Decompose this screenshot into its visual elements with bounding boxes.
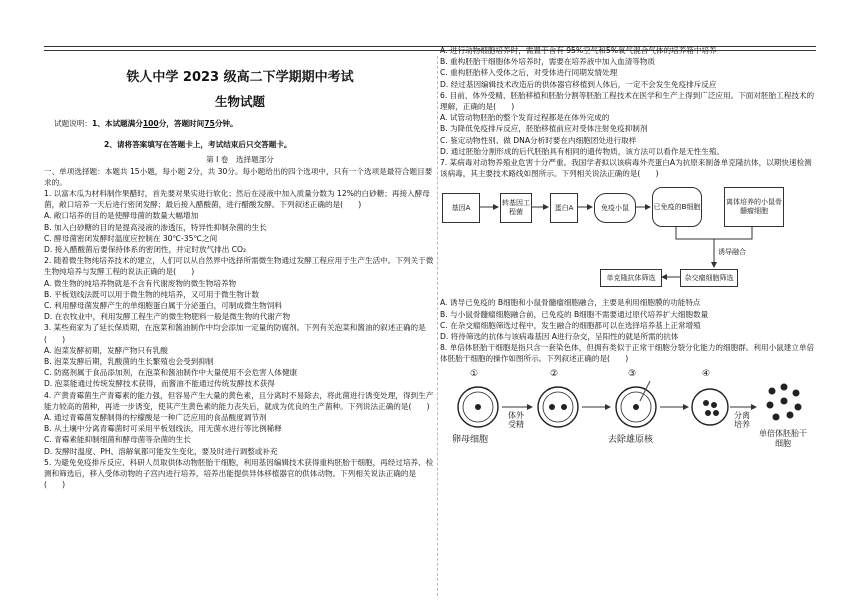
gene-a-box: 基因A	[442, 193, 480, 223]
option: C. 鉴定动物性别、做 DNA分析时要在内细胞团处进行取样	[440, 135, 637, 145]
step-2-label: ②	[550, 368, 559, 379]
remove-nucleus-label: 去除雄原核	[608, 434, 654, 445]
question-1	[44, 188, 436, 255]
hybridoma-screening-box: 杂交瘤细胞筛选	[680, 269, 738, 287]
protein-a-box: 蛋白A	[550, 193, 578, 223]
option: A. 诱导已免疫的 B细胞和小鼠骨髓瘤细胞融合，主要是利用细胞膜的功能特点	[440, 298, 701, 308]
haploid-stem-cell-diagram	[440, 367, 816, 459]
option: A. 通过青霉菌发酵制得的柠檬酸是一种广泛应用的食品酸度调节剂	[44, 413, 267, 423]
step-1-label: ①	[470, 368, 479, 379]
option: D. 在农牧业中，利用发酵工程生产的微生物肥料一般是微生物的代谢产物	[44, 312, 291, 322]
left-column	[44, 70, 436, 490]
note-time-label: 分，答题时间	[158, 119, 205, 128]
option: A. 进行动物细胞培养时，需置于含有 95%空气和5%氧气混合气体的培养箱中培养	[440, 46, 717, 55]
engineered-bacteria-box: 转基因工程菌	[500, 193, 532, 223]
note-score-label: 1、本试题满分	[91, 119, 143, 128]
option: D. 泡菜能通过传统发酵技术获得，而酱油不能通过传统发酵技术获得	[44, 379, 275, 389]
question-stem: 6. 目前，体外受精、胚胎移植和胚胎分割等胚胎工程技术在医学和生产上得到广泛应用。下面对胚胎工程技术的理解，正确的是( )	[440, 90, 815, 112]
question-5-start	[44, 457, 436, 490]
question-5-continued	[440, 45, 816, 90]
question-stem: 5. 为避免免疫排斥反应、科研人员取供体动物胚胎干细胞，利用基因编辑技术获得重构胚胎干细胞，再经过培养、检测和筛选后，移入受体动物的子宫内进行培养，培养出能提供异体移植器官的供体动物。下列相关说法正确的是( )	[44, 457, 434, 490]
option: B. 从土壤中分离青霉菌时可采用平板划线法，用无菌水进行等比例稀释	[44, 424, 282, 434]
option: C. 重构胚胎移入受体之后，对受体进行同期发情处理	[440, 68, 618, 78]
option: D. 接入醋酸菌后要保持体系的密闭性，并定时放气排出 CO₂	[44, 245, 247, 255]
option: D. 经过基因编辑技术改造后的供体器官移植到人体后，一定不会发生免疫排斥反应	[440, 79, 717, 89]
question-8	[440, 342, 816, 458]
note-time-unit: 分钟。	[214, 119, 238, 128]
question-7	[440, 157, 816, 342]
question-stem: 8. 单倍体胚胎干细胞是指只含一套染色体，但拥有类似于正常干细胞分裂分化能力的细胞群。利用小鼠建立单倍体胚胎干细胞的操作如图所示。下列叙述正确的是( )	[440, 343, 815, 364]
step-4-label: ④	[702, 368, 711, 379]
culture-label: 分离培养	[734, 410, 750, 429]
option: A. 试管动物胚胎的整个发育过程都是在体外完成的	[440, 113, 610, 123]
section-title: 第 Ⅰ 卷 选择题部分	[206, 155, 274, 165]
question-stem: 4. 产黄青霉菌生产青霉素的能力强，但容易产生大量的黄色素，且分离时不易除去，将此菌进行诱变处理，得到生产能力较高的菌种，再进一步诱变，使其产生黄色素的能力丧失后，就成为优良的生产菌种。下列说法正确的是( )	[44, 390, 434, 411]
question-2	[44, 255, 436, 322]
option: A. 微生物的纯培养物就是不含有代谢废物的微生物培养物	[44, 278, 237, 288]
section-instructions: 一、单项选择题：本题共 15小题，每小题 2分，共 30分。每小题给出的四个选项中，只有一个选项是最符合题目要求的。	[44, 166, 433, 187]
exam-note-1	[44, 118, 436, 129]
note-prefix: 试题说明：	[54, 119, 92, 128]
option: C. 防腐剂属于食品添加剂，在泡菜和酱油制作中大量使用不会危害人体健康	[44, 368, 298, 378]
option: B. 平板划线法既可以用于微生物的纯培养，又可用于微生物计数	[44, 289, 260, 299]
option: C. 青霉素能抑制细菌和酵母菌等杂菌的生长	[44, 435, 191, 445]
ivf-label: 体外受精	[508, 410, 524, 429]
option: C. 酵母菌密闭发酵时温度应控制在 30℃-35℃之间	[44, 233, 218, 243]
mab-screening-box: 单克隆抗体筛选	[600, 269, 662, 287]
option: D. 发酵时温度、PH、溶解氧都可能发生变化，要及时进行调整或补充	[44, 446, 278, 456]
school-title: 铁人中学 2023 级高二下学期期中考试	[126, 70, 354, 85]
myeloma-box: 离体培养的小鼠骨髓瘤细胞	[724, 187, 784, 227]
oocyte-label: 卵母细胞	[452, 434, 489, 445]
question-stem: 2. 随着微生物纯培养技术的建立，人们可以从自然界中选择所需微生物通过发酵工程应用于生产生活中。下列关于微生物纯培养与发酵工程的说法正确的是( )	[44, 256, 434, 277]
option: A. 敞口培养的目的是使酵母菌的数量大幅增加	[44, 211, 199, 221]
step-3-label: ③	[628, 368, 637, 379]
immunized-bcell-box: 已免疫的B细胞	[652, 187, 702, 227]
note-time: 75	[204, 119, 215, 128]
question-3	[44, 322, 436, 389]
option: D. 通过胚胎分割形成的后代胚胎具有相同的遗传物质，该方法可以看作是无性生殖。	[440, 146, 725, 156]
question-stem: 1. 以富木瓜为材料制作果醋时，首先要对果实进行软化；然后在浸液中加入质量分数为 12%的白砂糖；再接入酵母菌，敞口培养一天后进行密闭发酵；最后接入醋酸菌，进行醋酸发酵。下列叙述正确的是( )	[44, 189, 430, 210]
question-stem: 3. 某些商家为了延长保质期，在泡菜和酱油制作中均会添加一定量的防腐剂。下列有关泡菜和酱油的叙述正确的是( )	[44, 323, 426, 344]
option: C. 利用酵母菌发酵产生的单细胞蛋白属于分泌蛋白，可制成微生物饲料	[44, 301, 282, 311]
option: B. 与小鼠骨髓瘤细胞融合前，已免疫的 B细胞不需要通过原代培养扩大细胞数量	[440, 309, 709, 319]
induce-fusion-label: 诱导融合	[718, 248, 746, 257]
question-stem: 7. 某病毒对动物养殖业危害十分严重。我国学者拟以该病毒外壳蛋白A为抗原来制备单克隆抗体，以期快速检测该病毒，其主要技术路线如图所示。下列相关说法正确的是( )	[440, 158, 812, 179]
question-4	[44, 390, 436, 457]
option: D. 将待筛选的抗体与该病毒基因 A进行杂交，呈阳性的就是所需的抗体	[440, 332, 679, 342]
option: A. 泡菜发酵初期，发酵产物只有乳酸	[44, 345, 168, 355]
subject-title: 生物试题	[214, 94, 265, 109]
exam-note-2: 2、请将答案填写在答题卡上，考试结束后只交答题卡。	[104, 140, 292, 150]
immune-mouse-box: 免疫小鼠	[594, 193, 636, 223]
option: B. 加入白砂糖的目的是提高浸液的渗透压，特异性抑制杂菌的生长	[44, 222, 267, 232]
haploid-stem-cell-label: 单倍体胚胎干细胞	[759, 428, 807, 448]
option: C. 在杂交瘤细胞筛选过程中，发生融合的细胞都可以在选择培养基上正常增殖	[440, 320, 701, 330]
option: B. 重构胚胎干细胞体外培养时，需要在培养液中加入血清等物质	[440, 57, 656, 67]
option: B. 为降低免疫排斥反应，胚胎移植前应对受体注射免疫抑制剂	[440, 124, 648, 134]
option: B. 泡菜发酵后期，乳酸菌的生长繁殖也会受到抑制	[44, 357, 214, 367]
question-6	[440, 90, 816, 157]
right-column	[440, 45, 816, 459]
column-divider	[437, 56, 438, 596]
antibody-flow-diagram	[440, 183, 816, 295]
note-score: 100	[142, 119, 159, 128]
